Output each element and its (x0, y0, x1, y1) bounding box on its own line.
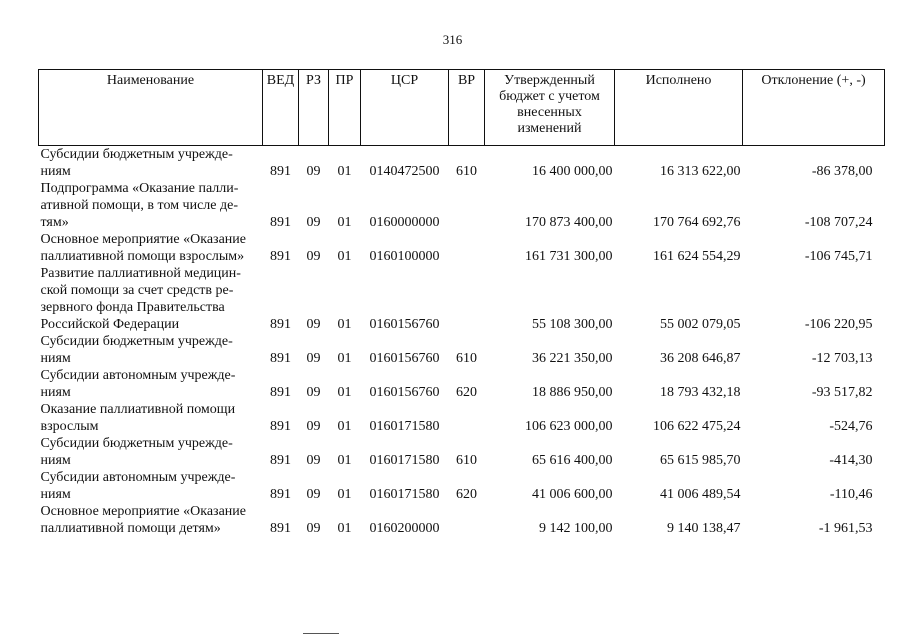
budget-table (38, 69, 885, 537)
row-name-line: Развитие паллиативной медицин- (40, 266, 241, 281)
cell-executed: 65 615 985,70 (660, 453, 741, 468)
row-name-line: ской помощи за счет средств ре- (40, 283, 234, 298)
cell-rz: 09 (306, 215, 321, 230)
cell-approved: 18 886 950,00 (532, 385, 613, 400)
cell-rz: 09 (306, 487, 321, 502)
cell-csr: 0160156760 (369, 317, 440, 332)
cell-rz: 09 (306, 453, 321, 468)
row-name-line: Субсидии бюджетным учрежде- (40, 147, 233, 162)
cell-ved: 891 (270, 164, 291, 179)
row-name-cell (39, 435, 263, 469)
cell-executed: 36 208 646,87 (660, 351, 741, 366)
cell-approved: 65 616 400,00 (532, 453, 613, 468)
cell-approved: 16 400 000,00 (532, 164, 613, 179)
row-name-line: ниям (40, 164, 71, 179)
row-name-line: ниям (40, 385, 71, 400)
cell-deviation: -110,46 (829, 487, 873, 502)
column-header-vr: ВР (449, 70, 485, 146)
cell-rz: 09 (306, 419, 321, 434)
cell-vr (449, 401, 485, 435)
cell-csr: 0140472500 (369, 164, 440, 179)
cell-vr (449, 180, 485, 231)
cell-executed: 41 006 489,54 (660, 487, 741, 502)
cell-ved: 891 (270, 351, 291, 366)
column-header-deviation: Отклонение (+, -) (743, 70, 885, 146)
cell-pr: 01 (337, 487, 352, 502)
row-name-cell (39, 231, 263, 265)
cell-csr: 0160171580 (369, 419, 440, 434)
cell-executed: 161 624 554,29 (653, 249, 741, 264)
cell-deviation: -414,30 (829, 453, 873, 468)
row-name-cell (39, 180, 263, 231)
table-row (39, 231, 885, 265)
cell-approved: 9 142 100,00 (539, 521, 613, 536)
row-name-cell (39, 401, 263, 435)
table-row (39, 435, 885, 469)
row-name-line: паллиативной помощи детям» (40, 521, 221, 536)
row-name-line: Основное мероприятие «Оказание (40, 504, 246, 519)
cell-pr: 01 (337, 164, 352, 179)
row-name-cell (39, 265, 263, 333)
cell-deviation: -93 517,82 (811, 385, 873, 400)
cell-ved: 891 (270, 215, 291, 230)
cell-ved: 891 (270, 419, 291, 434)
table-body (39, 146, 885, 538)
cell-pr: 01 (337, 317, 352, 332)
cell-approved: 161 731 300,00 (525, 249, 613, 264)
row-name-cell (39, 333, 263, 367)
cell-rz: 09 (306, 385, 321, 400)
cell-csr: 0160200000 (369, 521, 440, 536)
column-header-executed: Исполнено (615, 70, 743, 146)
row-name-cell (39, 503, 263, 537)
cell-csr: 0160171580 (369, 487, 440, 502)
cell-vr: 610 (456, 164, 477, 179)
cell-approved: 36 221 350,00 (532, 351, 613, 366)
column-header-csr: ЦСР (361, 70, 449, 146)
cell-csr: 0160156760 (369, 385, 440, 400)
row-name-line: тям» (40, 215, 69, 230)
row-name-line: ниям (40, 487, 71, 502)
column-header-name: Наименование (39, 70, 263, 146)
cell-pr: 01 (337, 351, 352, 366)
cell-csr: 0160171580 (369, 453, 440, 468)
row-name-line: зервного фонда Правительства (40, 300, 225, 315)
table-row (39, 146, 885, 181)
cell-csr: 0160000000 (369, 215, 440, 230)
cell-deviation: -1 961,53 (818, 521, 873, 536)
cell-ved: 891 (270, 453, 291, 468)
table-row (39, 503, 885, 537)
cell-csr: 0160100000 (369, 249, 440, 264)
cell-executed: 9 140 138,47 (667, 521, 741, 536)
row-name-line: Субсидии бюджетным учрежде- (40, 436, 233, 451)
row-name-line: Субсидии бюджетным учрежде- (40, 334, 233, 349)
cell-vr (449, 231, 485, 265)
cell-deviation: -524,76 (829, 419, 873, 434)
cell-executed: 18 793 432,18 (660, 385, 741, 400)
row-name-cell (39, 146, 263, 181)
cell-ved: 891 (270, 249, 291, 264)
row-name-line: Оказание паллиативной помощи (40, 402, 236, 417)
cell-vr: 610 (456, 351, 477, 366)
cell-csr: 0160156760 (369, 351, 440, 366)
table-header (39, 70, 885, 146)
row-name-line: ниям (40, 351, 71, 366)
column-header-ved: ВЕД (263, 70, 299, 146)
table-row (39, 333, 885, 367)
cell-executed: 16 313 622,00 (660, 164, 741, 179)
cell-approved: 170 873 400,00 (525, 215, 613, 230)
cell-pr: 01 (337, 385, 352, 400)
column-header-pr: ПР (329, 70, 361, 146)
cell-rz: 09 (306, 164, 321, 179)
cell-deviation: -108 707,24 (804, 215, 873, 230)
cell-deviation: -12 703,13 (811, 351, 873, 366)
cell-ved: 891 (270, 385, 291, 400)
cell-rz: 09 (306, 351, 321, 366)
table-row (39, 367, 885, 401)
row-name-line: паллиативной помощи взрослым» (40, 249, 245, 264)
cell-executed: 106 622 475,24 (653, 419, 741, 434)
row-name-line: Субсидии автономным учрежде- (40, 368, 236, 383)
cell-ved: 891 (270, 487, 291, 502)
cell-rz: 09 (306, 317, 321, 332)
cell-deviation: -86 378,00 (811, 164, 873, 179)
cell-deviation: -106 745,71 (804, 249, 873, 264)
cell-deviation: -106 220,95 (804, 317, 873, 332)
row-name-line: взрослым (40, 419, 99, 434)
row-name-line: ативной помощи, в том числе де- (40, 198, 238, 213)
cell-executed: 55 002 079,05 (660, 317, 741, 332)
row-name-line: Субсидии автономным учрежде- (40, 470, 236, 485)
cell-pr: 01 (337, 453, 352, 468)
row-name-cell (39, 367, 263, 401)
column-header-approved: Утвержденный бюджет с учетом внесенных изменений (485, 70, 615, 146)
cell-pr: 01 (337, 249, 352, 264)
page-number: 316 (442, 32, 463, 47)
cell-approved: 106 623 000,00 (525, 419, 613, 434)
row-name-cell (39, 469, 263, 503)
cell-pr: 01 (337, 419, 352, 434)
row-name-line: ниям (40, 453, 71, 468)
cell-ved: 891 (270, 521, 291, 536)
table-row (39, 180, 885, 231)
cell-ved: 891 (270, 317, 291, 332)
cell-executed: 170 764 692,76 (653, 215, 741, 230)
cell-rz: 09 (306, 249, 321, 264)
cell-vr (449, 265, 485, 333)
cell-pr: 01 (337, 215, 352, 230)
row-name-line: Российской Федерации (40, 317, 180, 332)
cell-rz: 09 (306, 521, 321, 536)
cell-vr (449, 503, 485, 537)
table-row (39, 469, 885, 503)
table-row (39, 265, 885, 333)
table-row (39, 401, 885, 435)
row-name-line: Основное мероприятие «Оказание (40, 232, 246, 247)
cell-approved: 41 006 600,00 (532, 487, 613, 502)
cell-vr: 620 (456, 487, 477, 502)
footer-divider (303, 633, 339, 634)
row-name-line: Подпрограмма «Оказание палли- (40, 181, 239, 196)
cell-vr: 620 (456, 385, 477, 400)
cell-approved: 55 108 300,00 (532, 317, 613, 332)
column-header-rz: РЗ (299, 70, 329, 146)
cell-vr: 610 (456, 453, 477, 468)
cell-pr: 01 (337, 521, 352, 536)
